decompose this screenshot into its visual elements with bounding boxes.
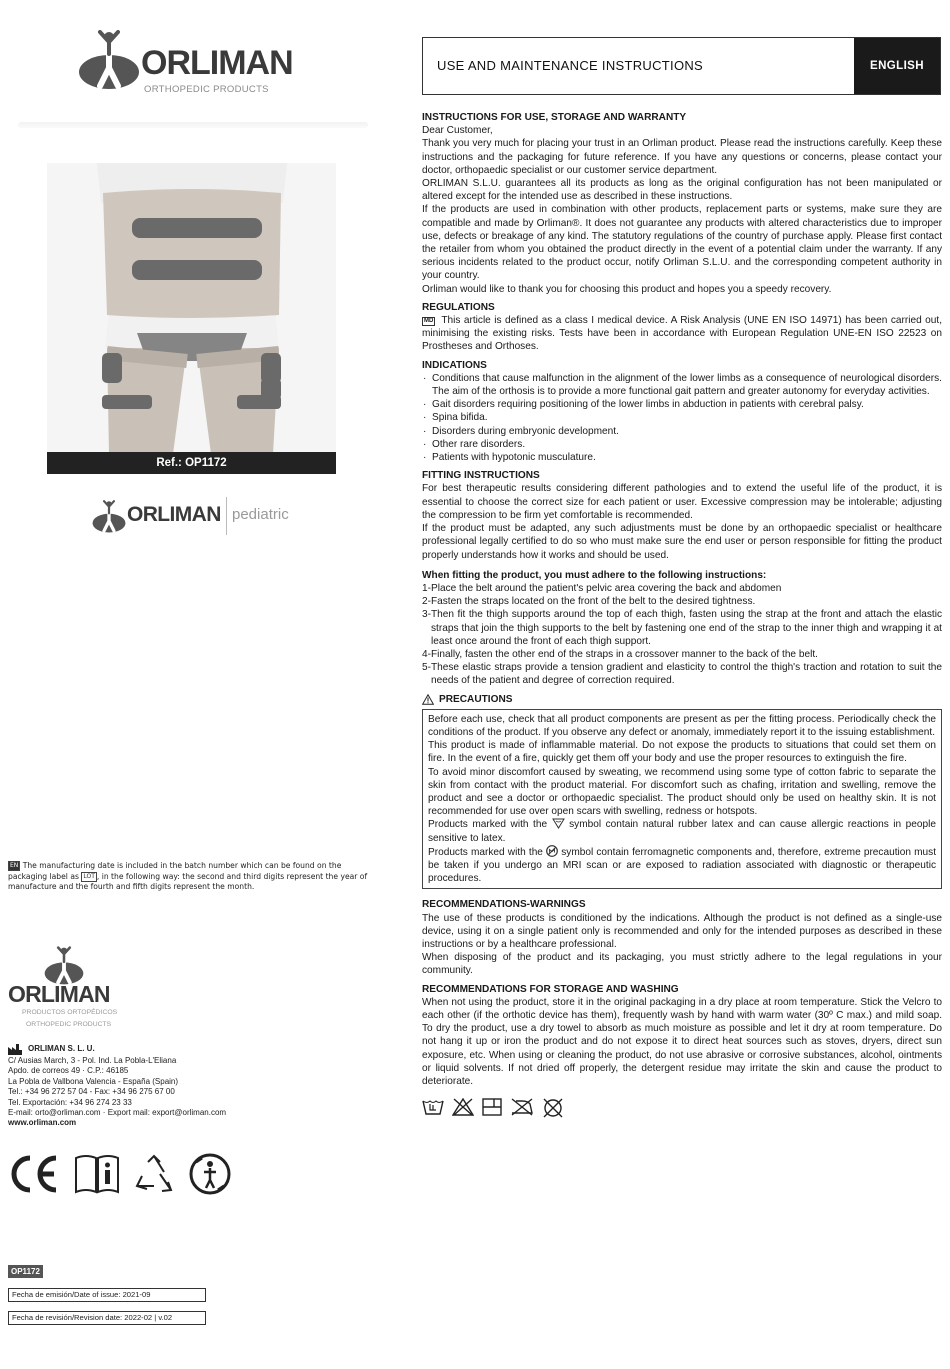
latex-text-end: symbol contain natural rubber latex and can cause allergic reactions in people sensitive to latex. <box>428 819 936 844</box>
recommendations-section <box>422 898 942 977</box>
step-item: 2-Fasten the straps located on the front of the belt to the desired tightness. <box>422 596 756 608</box>
mri-text-start: Products marked with the <box>428 846 543 858</box>
indications-list <box>422 372 942 464</box>
dry-flat-icon <box>482 1098 502 1116</box>
company-phone: Tel.: +34 96 272 57 04 - Fax: +34 96 275 67 00 <box>8 1087 175 1097</box>
list-item: · Spina bifida. <box>422 411 942 424</box>
step-item: 4-Finally, fasten the other end of the straps in a crossover manner to the back of the belt. <box>422 648 818 660</box>
recommendations-heading: RECOMMENDATIONS-WARNINGS <box>422 899 586 911</box>
intro-paragraph: Thank you very much for placing your trust in an Orliman product. Please read the instructions carefully. Keep these instructions and the packaging for future reference. If you have any questions or concerns, please contact your doctor, orthopaedic specialist or our customer service department. <box>422 138 942 176</box>
recommendations-paragraph: The use of these products is conditioned by the indications. Although the product is not defined as a single-use device, using it on a single patient only is recommended and only for the intended purposes as described in these instructions or by a healthcare professional. <box>422 912 942 950</box>
orliman-logo <box>78 28 318 98</box>
brand-wordmark: ORLIMAN <box>127 503 221 526</box>
orliman-figure-icon <box>44 945 84 985</box>
document-header <box>422 37 941 95</box>
list-item: · Gait disorders requiring positioning of the lower limbs in abduction in patients with cerebral palsy. <box>422 398 942 411</box>
warranty-paragraph: ORLIMAN S.L.U. guarantees all its products as long as the original configuration has not been manipulated or altered except for the intended use as described in these instructions. <box>422 178 942 203</box>
regulations-heading: REGULATIONS <box>422 301 495 313</box>
intro-salutation: Dear Customer, <box>422 125 493 137</box>
ce-mark-icon <box>8 1154 60 1194</box>
orliman-figure-icon <box>78 28 140 90</box>
precaution-paragraph: This product is made of inflammable material. Do not expose the products to situations that could set them on fire. In the event of a fire, quickly get them off your body and use the proper resources to extinguish the fire. <box>428 740 936 765</box>
brand-wordmark: ORLIMAN <box>141 44 293 82</box>
logo-separator <box>226 497 227 535</box>
precautions-heading: PRECAUTIONS <box>439 693 513 705</box>
step-item: 1-Place the belt around the patient's pelvic area covering the back and abdomen <box>422 582 782 594</box>
intro-heading: INSTRUCTIONS FOR USE, STORAGE AND WARRANTY <box>422 112 687 123</box>
company-address-1: C/ Ausias March, 3 - Pol. Ind. La Pobla-L'Eliana <box>8 1056 177 1065</box>
note-text-end: , in the following way: the second and third digits represent the year of manufacture and the fourth and fifth digits represent the month. <box>8 871 368 891</box>
issue-date: Fecha de emisión/Date of issue: 2021-09 <box>8 1288 206 1302</box>
compatibility-paragraph: If the products are used in combination with other products, replacement parts or systems, make sure they are compatible and made by Orliman®. It does not guarantee any products with altered characteristics due to improper use, defects or breakage of any kind. The statutory regulations of the country of purchase apply. Please first contact the retailer from whom you obtained the product directly in the event of a potential claim under the warranty. If any serious incidents related to the product occur, notify Orliman S.L.U. and the corresponding competent authority in your country. <box>422 204 942 282</box>
latex-precaution <box>428 818 936 844</box>
precautions-header <box>422 693 942 706</box>
list-item: · Patients with hypotonic musculature. <box>422 451 942 464</box>
manufacturer-icon <box>8 1044 22 1055</box>
product-ref-label: Ref.: OP1172 <box>47 452 336 474</box>
company-export-phone: Tel. Exportación: +34 96 274 23 33 <box>8 1097 132 1107</box>
latex-symbol-icon <box>552 818 565 829</box>
fitting-steps <box>422 582 942 688</box>
company-website: www.orliman.com <box>8 1118 77 1128</box>
fitting-section <box>422 469 942 687</box>
mri-unsafe-icon <box>546 845 558 857</box>
orliman-logo-footer <box>8 945 168 1031</box>
disposal-paragraph: When disposing of the product and its packaging, you must strictly adhere to the legal regulations in your community. <box>422 952 942 977</box>
brand-tagline-es: PRODUCTOS ORTOPÉDICOS <box>22 1009 118 1016</box>
list-item: · Disorders during embryonic development. <box>422 425 942 438</box>
company-address-2: Apdo. de correos 49 · C.P.: 46185 <box>8 1066 129 1076</box>
do-not-bleach-icon <box>452 1098 474 1116</box>
manufacturer-line <box>8 1044 308 1055</box>
manufacturing-date-note <box>8 861 380 893</box>
document-title: USE AND MAINTENANCE INSTRUCTIONS <box>437 58 704 73</box>
company-name: ORLIMAN S. L. U. <box>28 1044 95 1054</box>
lot-tag: LOT <box>83 872 95 880</box>
do-not-dry-clean-icon <box>542 1098 564 1118</box>
regulations-body: This article is defined as a class I medical device. A Risk Analysis (UNE EN ISO 14971) has been carried out, minimising the existing risks. Tests have been in accordance with European Regulation UNE-EN ISO 22523 on Prostheses and Orthoses. <box>422 315 942 353</box>
mri-text-end: symbol contain ferromagnetic components and, therefore, extreme precaution must be taken if you undergo an MRI scan or are exposed to radiation associated with diagnostic or therapeutic procedures. <box>428 846 936 885</box>
indications-heading: INDICATIONS <box>422 359 487 371</box>
indications-section <box>422 359 942 465</box>
latex-text-start: Products marked with the <box>428 819 548 831</box>
instructions-content <box>422 111 942 1118</box>
storage-section <box>422 983 942 1089</box>
divider <box>18 122 368 128</box>
single-patient-multiple-use-icon <box>188 1152 232 1196</box>
warning-triangle-icon <box>422 694 434 705</box>
language-label: ENGLISH <box>854 38 940 94</box>
company-info <box>8 1044 308 1129</box>
instructions-book-icon <box>74 1154 120 1194</box>
precautions-box <box>422 709 942 890</box>
left-column <box>0 0 400 1369</box>
product-code-badge: OP1172 <box>8 1265 43 1278</box>
mri-precaution <box>428 845 936 886</box>
hand-wash-30-icon <box>422 1098 444 1116</box>
recycle-icon <box>134 1154 174 1194</box>
pediatric-label: pediatric <box>232 506 289 523</box>
company-email: E-mail: orto@orliman.com · Export mail: export@orliman.com <box>8 1108 227 1118</box>
list-item: · Other rare disorders. <box>422 438 942 451</box>
storage-heading: RECOMMENDATIONS FOR STORAGE AND WASHING <box>422 983 679 995</box>
storage-text: When not using the product, store it in the original packaging in a dry place at room temperature. Stick the Velcro to each other (if the orthotic device has them), frequently wash by hand with warm water (30º C max.) and mild soap. To dry the product, use a dry towel to absorb as much moisture as possible and let it dry at room temperature. Do not hang it up or iron the product and do not expose it to direct heat sources such as stoves, dryers, direct sun exposure, etc. When using or cleaning the product, do not use abrasive or corrosive substances, alcohol, ointments or liquid solvents. If not dried off properly, the detergent residue may irritate the skin and cause the product to deteriorate. <box>422 996 942 1088</box>
fitting-paragraph: If the product must be adapted, any such adjustments must be done by an orthopaedic specialist or healthcare professional legally certified to do so who must make sure the end user or person responsible for fitting the product properly understands how it works and should be used. <box>422 523 942 561</box>
orliman-figure-icon <box>92 499 126 533</box>
do-not-iron-icon <box>510 1098 534 1116</box>
revision-date: Fecha de revisión/Revision date: 2022-02 | v.02 <box>8 1311 206 1325</box>
brand-wordmark: ORLIMAN <box>8 981 110 1007</box>
precaution-paragraph: To avoid minor discomfort caused by sweating, we recommend using some type of cotton fabric to separate the skin from contact with the product material. For discomfort such as chafing, irritation and swelling, remove the product and see a doctor or orthopaedic specialist. The product should only be used on healthy skin. It is not recommended for use over open scars with swelling, redness or hotspots. <box>428 766 936 818</box>
brand-tagline: ORTHOPEDIC PRODUCTS <box>26 1021 112 1028</box>
washing-symbols <box>422 1098 942 1118</box>
company-address-3: La Pobla de Vallbona Valencia - España (Spain) <box>8 1076 179 1086</box>
fitting-paragraph: For best therapeutic results considering different pathologies and to extend the useful life of the product, it is essential to choose the correct size for each patient or user. Excessive compression may be intolerable; adjusting the compression to be firm yet comfortable is recommended. <box>422 483 942 521</box>
precaution-paragraph: Before each use, check that all product components are present as per the fitting process. Periodically check the conditions of the product. If you observe any defect or anomaly, immediately report it to the issuing establishment. <box>428 713 936 738</box>
step-item: 5-These elastic straps provide a tension gradient and elasticity to control the thigh's traction and rotation to suit the needs of the patient and degree of correction required. <box>422 662 942 687</box>
orliman-pediatric-logo <box>92 495 312 537</box>
note-text-start: The manufacturing date is included in the batch number which can be found on the packaging label as <box>8 861 342 881</box>
fitting-steps-heading: When fitting the product, you must adhere to the following instructions: <box>422 569 767 581</box>
step-item: 3-Then fit the thigh supports around the top of each thigh, fasten using the strap at the front and attach the elastic straps that join the thigh supports to the belt by fastening one end of the strap to the inner thigh and wrapping it at least once around the front of each thigh support. <box>422 609 942 647</box>
thanks-paragraph: Orliman would like to thank you for choosing this product and hopes you a speedy recovery. <box>422 283 832 295</box>
language-tag: EN <box>10 862 19 869</box>
regulations-text <box>422 314 942 354</box>
brand-tagline: ORTHOPEDIC PRODUCTS <box>144 84 269 95</box>
list-item: · Conditions that cause malfunction in the alignment of the lower limbs as a consequence of neurological disorders. The aim of the orthosis is to provide a more functional gait pattern and greater autonomy for everyday activities. <box>422 372 942 398</box>
regulatory-symbols <box>8 1150 238 1198</box>
regulations-section <box>422 301 942 354</box>
fitting-heading: FITTING INSTRUCTIONS <box>422 470 540 482</box>
md-badge: MD <box>424 318 434 325</box>
product-photo <box>47 163 336 454</box>
